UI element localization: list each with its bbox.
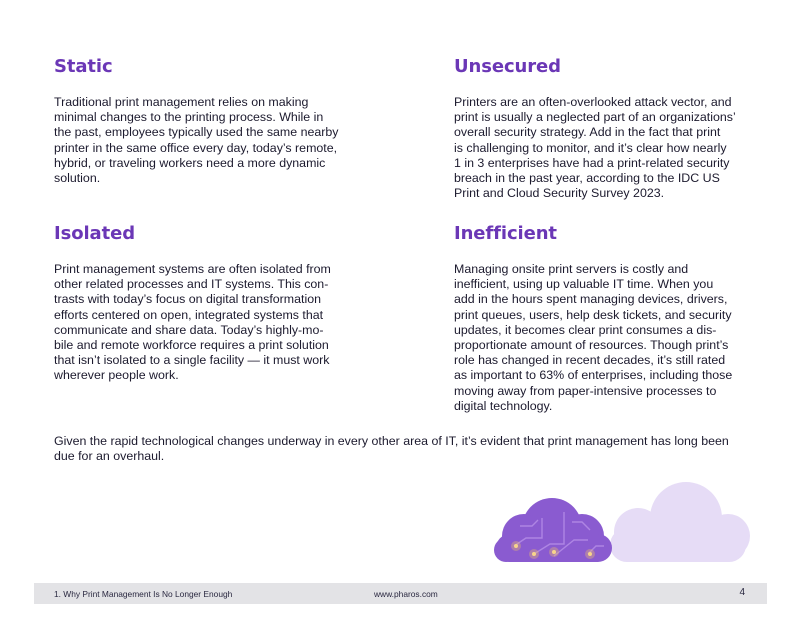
text-line: as important to 63% of enterprises, including those xyxy=(454,368,733,383)
text-line: role has changed in recent decades, it’s still rated xyxy=(454,353,726,368)
text-line: Traditional print management relies on making xyxy=(54,95,309,109)
page-number: 4 xyxy=(739,587,745,598)
text-line: Print management systems are often isolated from xyxy=(54,262,331,276)
text-line: is challenging to monitor, and it’s clear how nearly xyxy=(454,140,727,155)
text-line: the past, employees typically used the same nearby xyxy=(54,125,339,140)
text-line: inefficient, using up valuable IT time. When you xyxy=(454,277,714,292)
text-line: due for an overhaul. xyxy=(54,449,165,464)
text-line: Managing onsite print servers is costly and xyxy=(454,262,689,276)
page-footer xyxy=(34,583,767,604)
section-title: Isolated xyxy=(54,223,135,244)
text-line: printer in the same office every day, today’s remote, xyxy=(54,140,338,155)
text-line: Print and Cloud Security Survey 2023. xyxy=(454,186,665,201)
text-line: moving away from paper-intensive processes to xyxy=(454,383,717,398)
text-line: breach in the past year, according to the IDC US xyxy=(454,171,720,186)
footer-document-title: 1. Why Print Management Is No Longer Enough xyxy=(54,589,233,599)
text-line: print is usually a neglected part of an organizations’ xyxy=(454,110,736,125)
text-line: bile and remote workforce requires a print solution xyxy=(54,338,329,353)
text-line: proportionate amount of resources. Though print’s xyxy=(454,338,729,353)
section-title: Unsecured xyxy=(454,56,561,77)
text-line: Printers are an often-overlooked attack vector, and xyxy=(454,95,732,109)
cloud-circuit-illustration xyxy=(490,478,752,570)
text-line: overall security strategy. Add in the fact that print xyxy=(454,125,721,140)
section-body xyxy=(454,262,754,414)
text-line: other related processes and IT systems. This con- xyxy=(54,277,329,292)
footer-url[interactable]: www.pharos.com xyxy=(374,589,438,599)
section-isolated xyxy=(54,223,354,384)
text-line: updates, it becomes clear print consumes a dis- xyxy=(454,322,717,337)
text-line: print queues, users, help desk tickets, and security xyxy=(454,307,732,322)
text-line: hybrid, or traveling workers need a more dynamic xyxy=(54,155,326,170)
conclusion-paragraph xyxy=(54,434,754,464)
text-line: add in the hours spent managing devices, drivers, xyxy=(454,292,728,307)
text-line: digital technology. xyxy=(454,398,553,413)
text-line: that isn’t isolated to a single facility — it must work xyxy=(54,353,330,368)
text-line: 1 in 3 enterprises have had a print-related security xyxy=(454,155,730,170)
text-line: communicate and share data. Today’s highly-mo- xyxy=(54,322,324,337)
section-inefficient xyxy=(454,223,754,414)
section-unsecured xyxy=(454,56,754,201)
section-body xyxy=(454,95,754,201)
section-body xyxy=(54,95,354,186)
text-line: efforts centered on open, integrated systems that xyxy=(54,307,324,322)
section-title: Static xyxy=(54,56,113,77)
text-line: Given the rapid technological changes underway in every other area of IT, it’s evident that print management has long been xyxy=(54,434,729,448)
text-line: wherever people work. xyxy=(54,368,179,383)
section-body xyxy=(54,262,354,384)
text-line: minimal changes to the printing process. While in xyxy=(54,110,324,125)
text-line: trasts with today’s focus on digital transformation xyxy=(54,292,321,307)
section-title: Inefficient xyxy=(454,223,557,244)
text-line: solution. xyxy=(54,171,101,186)
section-static xyxy=(54,56,354,186)
back-cloud-icon xyxy=(610,482,750,562)
